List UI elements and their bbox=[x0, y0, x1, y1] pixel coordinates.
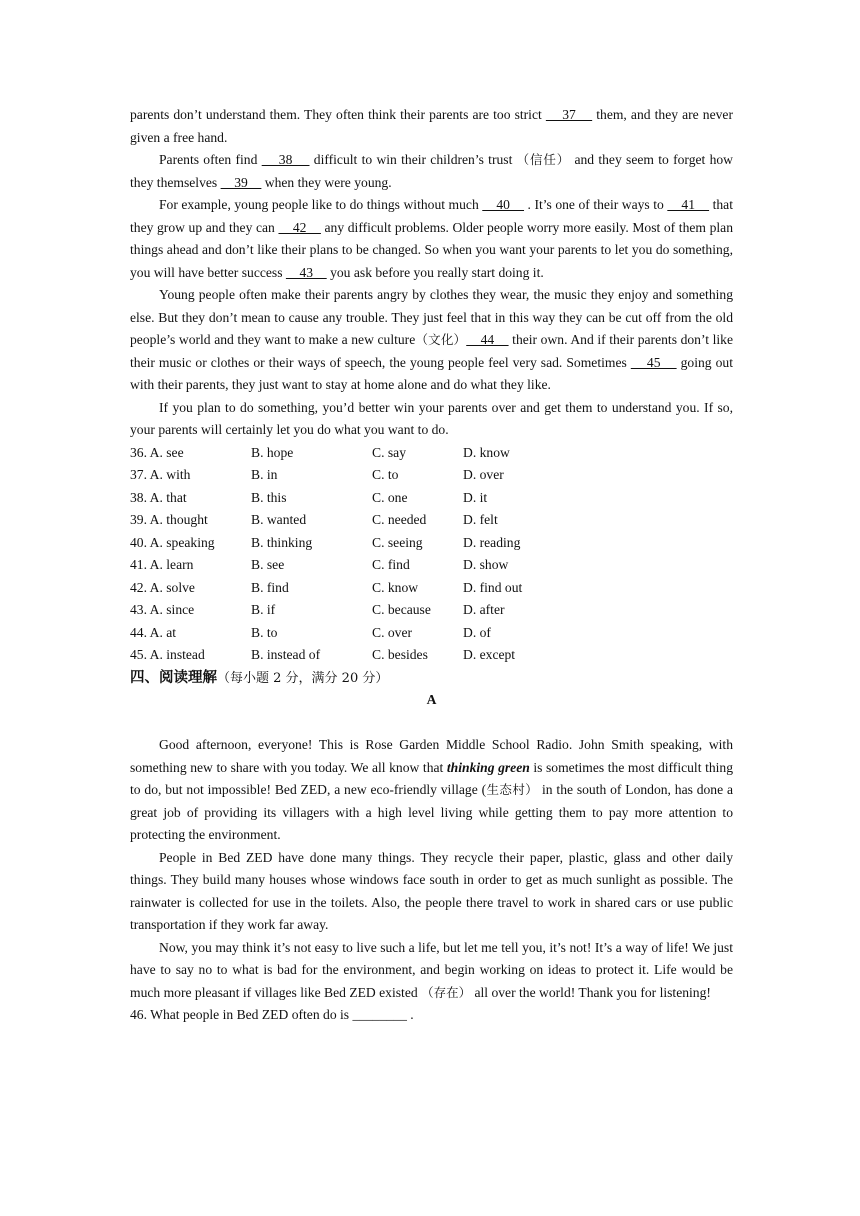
option-c: C. find bbox=[372, 557, 410, 572]
cloze-paragraph-1 bbox=[130, 104, 733, 149]
reading-paragraph-2: People in Bed ZED have done many things. They recycle their paper, plastic, glass and other daily things. They build many houses whose windows face south in order to get as much sunlight as possible. The rainwater is collected for use in the toilets. Also, the people there travel to work in shared cars or use public transportation if they work far away. bbox=[130, 849, 733, 932]
text: Young people often make their parents angry by clothes they wear, the music they enjoy and something else. But they don’t mean to cause any trouble. They just feel that in this way they can be cut off from the old people’s world and they want to make a new culture bbox=[130, 287, 733, 347]
emphasis-text: thinking green bbox=[446, 759, 530, 775]
reading-paragraph-3 bbox=[130, 937, 733, 1005]
option-d: D. know bbox=[463, 444, 510, 460]
option-d: D. of bbox=[463, 624, 491, 640]
option-row-38 bbox=[130, 487, 733, 510]
text: them, and they are never given a free hand. bbox=[130, 107, 733, 145]
passage-letter: A bbox=[426, 692, 437, 707]
question-text: 46. What people in Bed ZED often do is bbox=[130, 1007, 353, 1022]
option-d: D. felt bbox=[463, 512, 498, 527]
option-c: C. one bbox=[372, 489, 408, 505]
option-a: 36. A. see bbox=[130, 444, 184, 460]
option-c: C. needed bbox=[372, 512, 427, 527]
blank-39: 39 bbox=[220, 174, 262, 190]
option-b: B. see bbox=[251, 557, 285, 572]
option-row-44 bbox=[130, 622, 733, 645]
question-46 bbox=[130, 1004, 733, 1027]
option-a: 38. A. that bbox=[130, 489, 187, 505]
cloze-paragraph-4 bbox=[130, 284, 733, 397]
text: you ask before you really start doing it. bbox=[326, 264, 544, 280]
option-a: 40. A. speaking bbox=[130, 534, 215, 550]
text: is sometimes the most difficult thing to do, but not impossible! Bed ZED, a new eco-friendly village ( bbox=[130, 759, 734, 797]
text: For example, young people like to do things without much bbox=[159, 197, 483, 212]
chinese-gloss: （信任） bbox=[516, 152, 571, 167]
option-row-42 bbox=[130, 577, 733, 600]
option-b: B. wanted bbox=[251, 512, 307, 527]
text: in the south of London, has done a great job of providing its villagers with a high level living while getting them to pay more attention to protecting the environment. bbox=[130, 782, 733, 842]
cloze-paragraph-3 bbox=[130, 194, 733, 284]
text: Good afternoon, everyone! This is Rose Garden Middle School Radio. John Smith speaking, with something new to share with you today. We all know that bbox=[130, 737, 733, 775]
option-row-37 bbox=[130, 464, 733, 487]
option-b: B. in bbox=[251, 467, 278, 482]
section-note: （每小题 2 分，满分 20 分） bbox=[217, 670, 389, 686]
option-row-39 bbox=[130, 509, 733, 532]
option-row-45 bbox=[130, 644, 733, 667]
option-c: C. seeing bbox=[372, 534, 423, 550]
text: Parents often find bbox=[159, 152, 262, 167]
option-d: D. show bbox=[463, 557, 509, 572]
chinese-gloss: （文化） bbox=[415, 332, 467, 347]
cloze-paragraph-5: If you plan to do something, you’d better win your parents over and get them to understand you. If so, your parents will certainly let you do what you want to do. bbox=[130, 399, 733, 437]
text: Now, you may think it’s not easy to live such a life, but let me tell you, it’s not! It’s a way of life! We just have to say no to what is bad for the environment, and begin working on ideas to protect it. Life would be much more pleasant if villages like Bed ZED existed bbox=[130, 939, 733, 1000]
blank-45: 45 bbox=[630, 354, 677, 370]
chinese-gloss: 生态村） bbox=[486, 782, 539, 797]
section-heading bbox=[130, 667, 733, 690]
option-row-40 bbox=[130, 532, 733, 555]
option-c: C. say bbox=[372, 444, 406, 460]
option-b: B. to bbox=[251, 624, 278, 640]
option-c: C. over bbox=[372, 624, 413, 640]
option-a: 42. A. solve bbox=[130, 579, 195, 595]
blank-40: 40 bbox=[482, 197, 525, 212]
option-b: B. find bbox=[251, 579, 289, 595]
section-title: 四、阅读理解 bbox=[130, 669, 217, 686]
option-b: B. thinking bbox=[251, 534, 313, 550]
text: any difficult problems. Older people worry more easily. Most of them plan things ahead and don’t like their plans to be changed. So when you want your parents to let you do something, you will have better success bbox=[130, 219, 733, 280]
option-b: B. this bbox=[251, 489, 287, 505]
option-b: B. hope bbox=[251, 444, 294, 460]
option-d: D. except bbox=[463, 647, 516, 662]
option-row-41 bbox=[130, 554, 733, 577]
option-a: 43. A. since bbox=[130, 602, 195, 617]
blank-41: 41 bbox=[667, 197, 710, 212]
option-d: D. over bbox=[463, 467, 504, 482]
option-row-36 bbox=[130, 442, 733, 465]
option-d: D. reading bbox=[463, 534, 521, 550]
option-a: 45. A. instead bbox=[130, 647, 205, 662]
text: difficult to win their children’s trust bbox=[309, 152, 517, 167]
option-a: 44. A. at bbox=[130, 624, 177, 640]
question-end: . bbox=[406, 1007, 414, 1022]
option-d: D. find out bbox=[463, 579, 523, 595]
text: when they were young. bbox=[261, 174, 392, 190]
option-d: D. after bbox=[463, 602, 505, 617]
option-b: B. if bbox=[251, 602, 276, 617]
text: that they grow up and they can bbox=[130, 197, 733, 235]
options-list bbox=[130, 442, 733, 667]
text: and they seem to forget how they themselves bbox=[130, 152, 733, 190]
answer-blank: ________ bbox=[352, 1007, 407, 1022]
blank-38: 38 bbox=[261, 152, 310, 167]
option-a: 39. A. thought bbox=[130, 512, 208, 527]
option-row-43 bbox=[130, 599, 733, 622]
page-content bbox=[130, 104, 733, 1027]
option-c: C. know bbox=[372, 579, 419, 595]
chinese-gloss: （存在） bbox=[421, 984, 472, 1000]
text: going out with their parents, they just want to stay at home alone and do what they like. bbox=[130, 354, 733, 392]
text: their own. And if their parents don’t like their music or clothes or their ways of speech, the young people feel very sad. Sometimes bbox=[130, 332, 734, 370]
option-a: 37. A. with bbox=[130, 467, 191, 482]
option-c: C. besides bbox=[372, 647, 428, 662]
blank-44: 44 bbox=[466, 332, 509, 347]
option-d: D. it bbox=[463, 489, 488, 505]
option-c: C. because bbox=[372, 602, 431, 617]
option-c: C. to bbox=[372, 467, 399, 482]
blank-37: 37 bbox=[545, 107, 593, 122]
blank-43: 43 bbox=[285, 264, 327, 280]
reading-paragraph-1 bbox=[130, 734, 733, 847]
blank-42: 42 bbox=[278, 219, 321, 235]
text: all over the world! Thank you for listening! bbox=[471, 984, 711, 1000]
text: parents don’t understand them. They often think their parents are too strict bbox=[130, 107, 546, 122]
cloze-paragraph-2 bbox=[130, 149, 733, 194]
text: . It’s one of their ways to bbox=[524, 197, 668, 212]
spacer bbox=[130, 712, 733, 735]
option-a: 41. A. learn bbox=[130, 557, 194, 572]
option-b: B. instead of bbox=[251, 647, 321, 662]
